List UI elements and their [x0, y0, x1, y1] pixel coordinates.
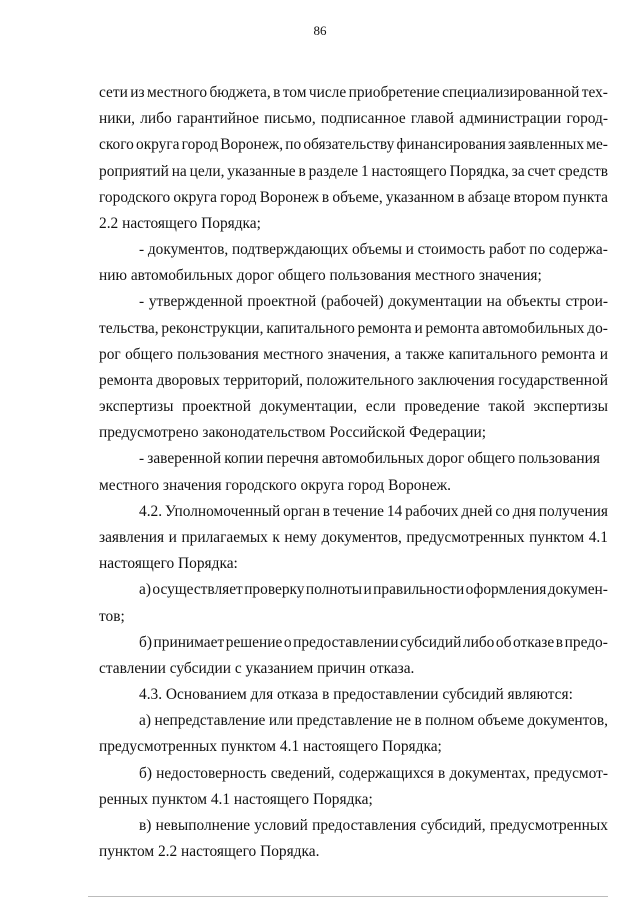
text-line: ренных пунктом 4.1 настоящего Порядка; [99, 791, 373, 808]
text-line: местного значения городского округа город Воронеж. [99, 477, 452, 494]
text-line: б) недостоверность сведений, содержащихся в документах, предусмот- [139, 765, 608, 782]
text-line: сети из местного бюджета, в том числе приобретение специализированной тех- [99, 84, 608, 101]
text-line: настоящего Порядка: [99, 555, 238, 572]
text-line: предусмотрено законодательством Российской Федерации; [99, 424, 487, 441]
text-line: городского округа город Воронеж в объеме, указанном в абзаце втором пункта [99, 189, 608, 206]
text-line: б) принимает решение о предоставлении субсидий либо об отказе в предо- [139, 634, 608, 651]
text-line: 4.3. Основанием для отказа в предоставлении субсидий являются: [139, 686, 573, 703]
text-line: заявления и прилагаемых к нему документов, предусмотренных пунктом 4.1 [99, 529, 608, 546]
text-line: тельства, реконструкции, капитального ремонта и ремонта автомобильных до- [99, 320, 608, 337]
text-line: в) невыполнение условий предоставления субсидий, предусмотренных [139, 817, 608, 834]
text-line: - утвержденной проектной (рабочей) документации на объекты строи- [139, 293, 608, 310]
text-line: а) непредставление или представление не в полном объеме документов, [139, 712, 608, 729]
text-line: 2.2 настоящего Порядка; [99, 215, 261, 232]
text-line: тов; [99, 608, 125, 625]
text-line: рог общего пользования местного значения, а также капитального ремонта и [99, 346, 608, 363]
text-line: ского округа город Воронеж, по обязательству финансирования заявленных ме- [99, 136, 608, 153]
bottom-rule [88, 896, 608, 897]
text-line: пунктом 2.2 настоящего Порядка. [99, 843, 320, 860]
text-line: роприятий на цели, указанные в разделе 1 настоящего Порядка, за счет средств [99, 163, 608, 180]
text-line: предусмотренных пунктом 4.1 настоящего Порядка; [99, 738, 442, 755]
text-line: - заверенной копии перечня автомобильных дорог общего пользования [139, 450, 600, 467]
text-line: ставлении субсидии с указанием причин отказа. [99, 660, 415, 677]
text-line: а) осуществляет проверку полноты и правильности оформления докумен- [139, 581, 608, 598]
text-line: ники, либо гарантийное письмо, подписанное главой администрации город- [99, 110, 608, 127]
text-line: ремонта дворовых территорий, положительного заключения государственной [99, 372, 608, 389]
text-line: 4.2. Уполномоченный орган в течение 14 рабочих дней со дня получения [139, 503, 608, 520]
text-line: - документов, подтверждающих объемы и стоимость работ по содержа- [139, 241, 608, 258]
page-number: 86 [313, 23, 327, 38]
text-line: экспертизы проектной документации, если проведение такой экспертизы [99, 398, 608, 415]
text-line: нию автомобильных дорог общего пользования местного значения; [99, 267, 542, 284]
